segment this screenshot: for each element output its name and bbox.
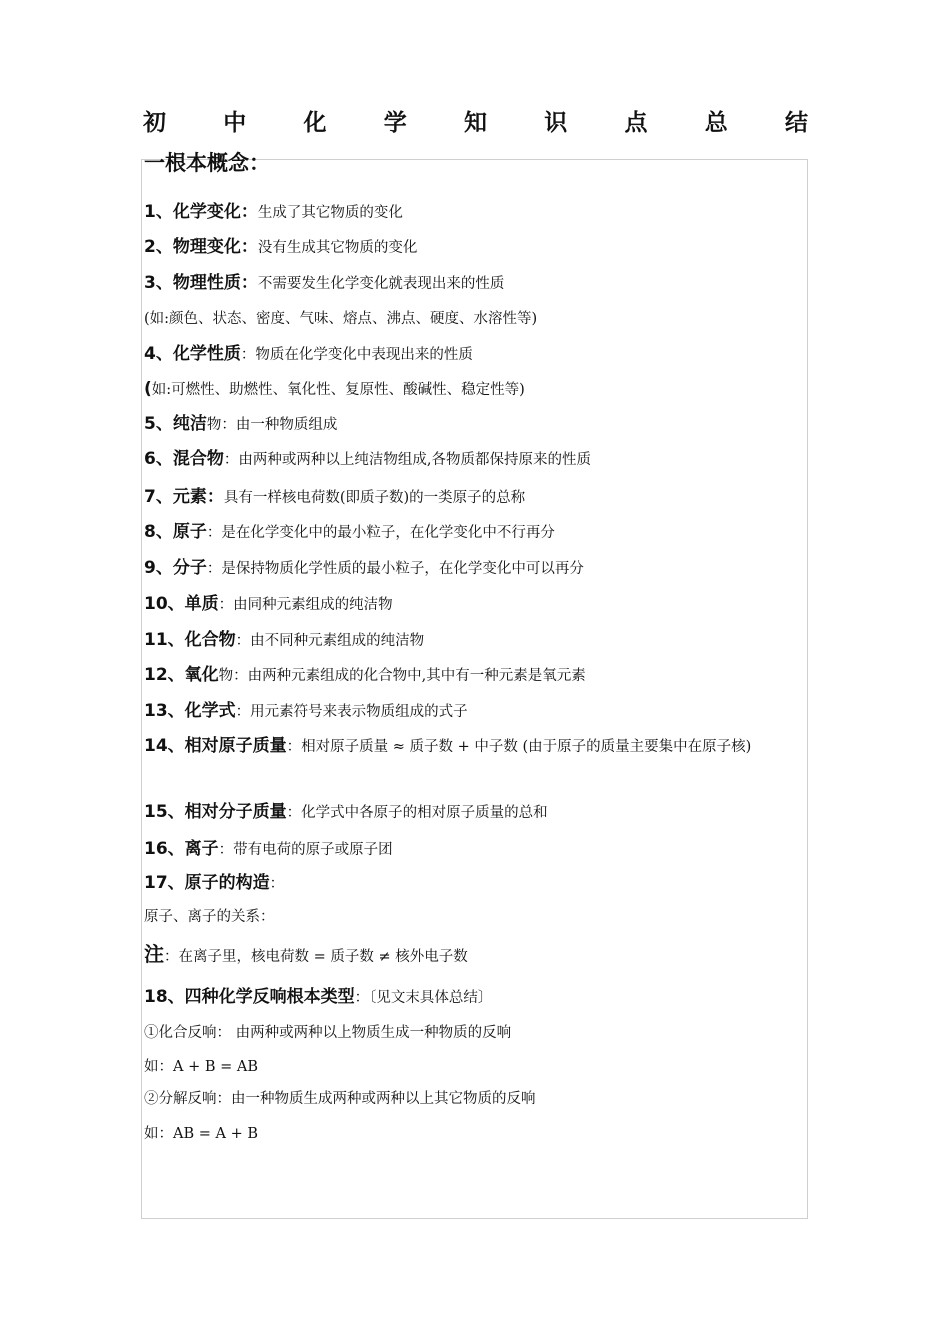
- title-char: 识: [544, 110, 568, 136]
- definition-term: 12、氧化: [144, 665, 219, 685]
- example-note: [144, 1056, 258, 1077]
- title-char: 点: [624, 110, 648, 136]
- definition-item: [144, 987, 492, 1008]
- definition-item: [144, 449, 591, 470]
- note-text: 如:可燃性、助燃性、氧化性、复原性、酸碱性、稳定性等): [151, 382, 525, 398]
- definition-term: 6、混合物: [144, 449, 224, 469]
- definition-text: ：相对原子质量 ≈ 质子数 + 中子数 (由于原子的质量主要集中在原子核): [286, 739, 752, 755]
- definition-term: 5、纯洁: [144, 414, 207, 434]
- definition-text: ：由同种元素组成的纯洁物: [218, 597, 393, 613]
- definition-text: ：〔见文末具体总结〕: [354, 990, 493, 1006]
- definition-term: 15、相对分子质量: [144, 802, 287, 822]
- definition-term: 8、原子: [144, 522, 207, 542]
- definition-term: 18、四种化学反响根本类型: [144, 987, 355, 1007]
- page-title: [143, 104, 808, 137]
- definition-term: 14、相对原子质量: [144, 736, 287, 756]
- note-text: (如:颜色、状态、密度、气味、熔点、沸点、硬度、水溶性等): [144, 311, 538, 327]
- definition-item: [144, 802, 548, 823]
- definition-text: ：用元素符号来表示物质组成的式子: [235, 704, 468, 720]
- definition-term: 16、离子: [144, 839, 219, 859]
- definition-text: ：化学式中各原子的相对原子质量的总和: [286, 805, 548, 821]
- definition-text: ：是保持物质化学性质的最小粒子，在化学变化中可以再分: [206, 561, 584, 577]
- definition-text: ：在离子里，核电荷数 = 质子数 ≠ 核外电子数: [164, 949, 468, 965]
- definition-text: 物：由两种元素组成的化合物中,其中有一种元素是氧元素: [218, 668, 586, 684]
- definition-item: [144, 944, 468, 967]
- definition-text: ：带有电荷的原子或原子团: [218, 842, 393, 858]
- note-text: 如：AB = A + B: [144, 1126, 258, 1142]
- definition-term: 注: [144, 942, 164, 966]
- definition-item: [144, 344, 473, 365]
- example-note: [144, 1088, 536, 1109]
- definition-text: ：是在化学变化中的最小粒子，在化学变化中不行再分: [206, 525, 555, 541]
- note-text: ②分解反响：由一种物质生成两种或两种以上其它物质的反响: [144, 1091, 536, 1107]
- note-paren: (: [144, 379, 152, 399]
- definition-item: [144, 873, 284, 894]
- definition-text: 没有生成其它物质的变化: [257, 240, 418, 256]
- definition-item: [144, 273, 504, 294]
- definition-text: ：由不同种元素组成的纯洁物: [235, 633, 425, 649]
- definition-term: 1、化学变化：: [144, 202, 258, 222]
- example-note: [144, 379, 525, 400]
- title-char: 化: [303, 110, 327, 136]
- definition-term: 17、原子的构造: [144, 873, 270, 893]
- definition-item: [144, 701, 468, 722]
- definition-item: [144, 237, 417, 258]
- title-char: 中: [223, 110, 247, 136]
- definition-term: 7、元素：: [144, 487, 224, 507]
- definition-term: 3、物理性质：: [144, 273, 258, 293]
- definition-item: [144, 558, 584, 579]
- definition-item: [144, 665, 586, 686]
- definition-text: ：物质在化学变化中表现出来的性质: [240, 347, 473, 363]
- definition-term: 9、分子: [144, 558, 207, 578]
- definition-item: [144, 594, 393, 615]
- definition-term: 2、物理变化：: [144, 237, 258, 257]
- definition-item: [144, 487, 525, 508]
- definition-item: [144, 630, 424, 651]
- definition-term: 13、化学式: [144, 701, 236, 721]
- example-note: [144, 1022, 511, 1043]
- definition-text: ：: [269, 876, 285, 892]
- section-heading: 一根本概念：: [144, 151, 270, 175]
- example-note: [144, 308, 537, 329]
- definition-item: [144, 522, 555, 543]
- definition-text: 物：由一种物质组成: [206, 417, 338, 433]
- definition-text: 生成了其它物质的变化: [257, 205, 403, 221]
- title-char: 结: [785, 110, 808, 136]
- definition-text: 具有一样核电荷数(即质子数)的一类原子的总称: [223, 490, 526, 506]
- title-char: 初: [143, 110, 166, 136]
- example-note: [144, 1123, 258, 1144]
- note-text: 如：A + B = AB: [144, 1059, 258, 1075]
- definition-text: ：由两种或两种以上纯洁物组成,各物质都保持原来的性质: [223, 452, 591, 468]
- definition-text: 不需要发生化学变化就表现出来的性质: [257, 276, 505, 292]
- definition-term: 10、单质: [144, 594, 219, 614]
- definition-item: [144, 839, 393, 860]
- note-text: ①化合反响： 由两种或两种以上物质生成一种物质的反响: [144, 1025, 512, 1041]
- note-text: 原子、离子的关系：: [144, 909, 275, 925]
- title-char: 知: [464, 110, 487, 136]
- example-note: [144, 906, 275, 927]
- definition-term: 4、化学性质: [144, 344, 241, 364]
- definition-item: [144, 414, 337, 435]
- definition-term: 11、化合物: [144, 630, 236, 650]
- title-char: 学: [383, 110, 407, 136]
- definition-item: [144, 202, 403, 223]
- definition-item: [144, 731, 806, 763]
- title-char: 总: [704, 110, 728, 136]
